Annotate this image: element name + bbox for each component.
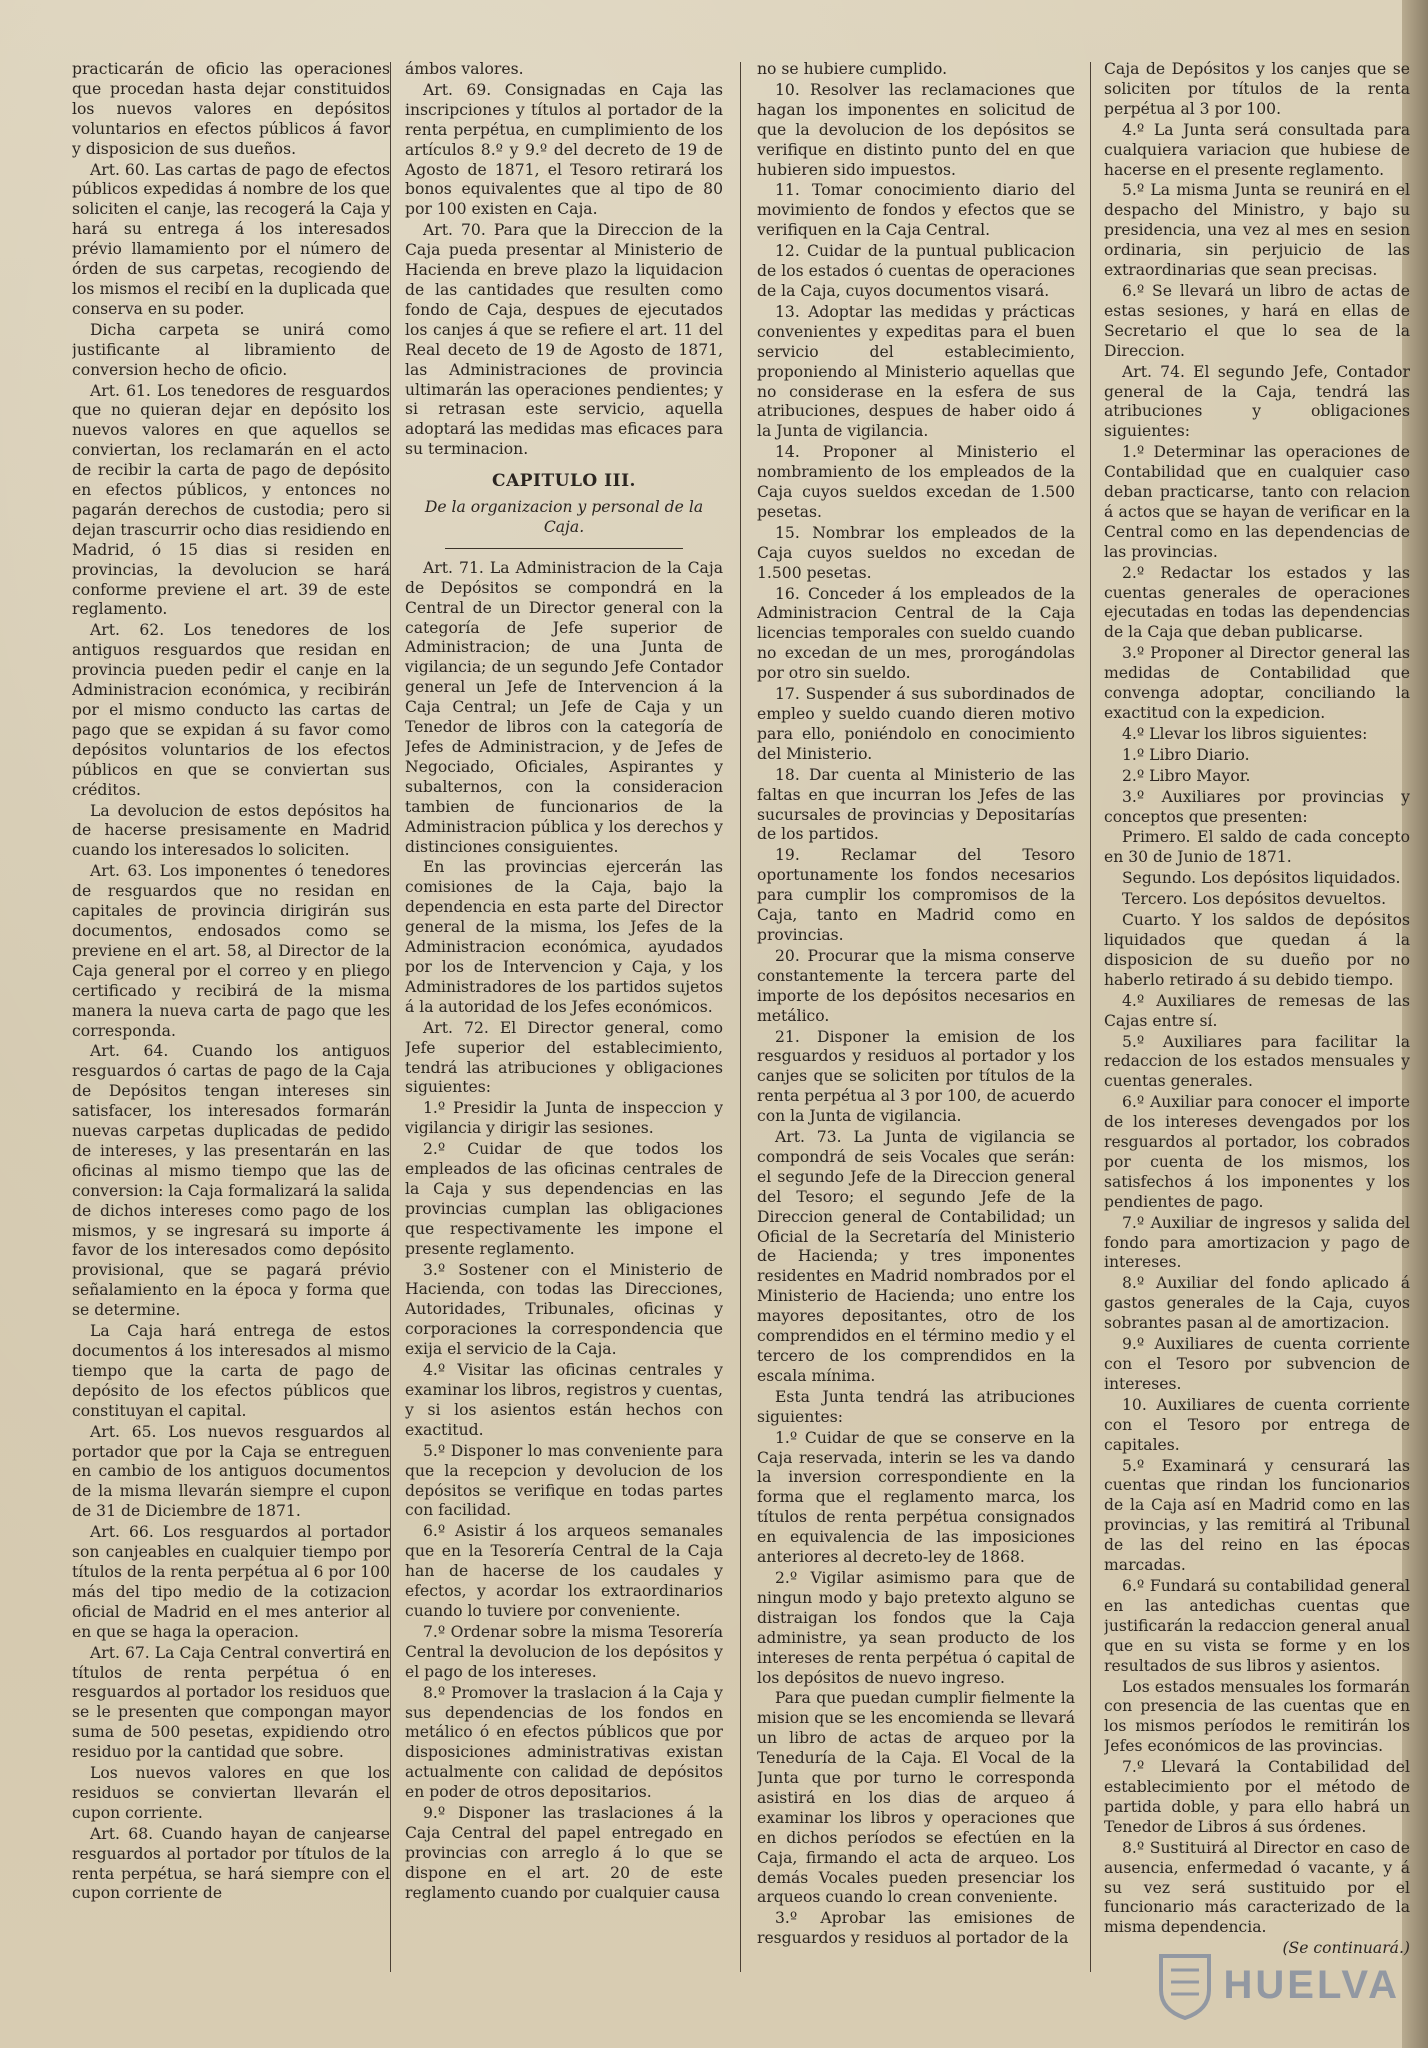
- chapter-subtitle: De la organizacion y personal de la Caja.: [424, 498, 704, 536]
- article-paragraph: 9.º Auxiliares de cuenta corriente con el Tesoro por subvencion de intereses.: [1104, 1335, 1410, 1393]
- article-paragraph: 2.º Libro Mayor.: [1122, 766, 1251, 785]
- article-paragraph: Art. 70. Para que la Direccion de la Caja pueda presentar al Ministerio de Hacienda en breve plazo la liquidacion de las cantidades que resulten como fondo de Caja, despues de ejecutados los canjes á que se refiere el art. 11 del Real deceto de 19 de Agosto de 1871, las Administraciones de provincia ultimarán las operaciones pendientes; y si retrasan este servicio, aquella adoptará las medidas mas eficaces para su terminacion.: [405, 221, 723, 459]
- article-paragraph: 21. Disponer la emision de los resguardos y residuos al portador y los canjes que se soliciten por títulos de la renta perpétua al 3 por 100, de acuerdo con la Junta de vigilancia.: [757, 1027, 1075, 1126]
- article-paragraph: no se hubiere cumplido.: [757, 60, 948, 78]
- column-divider: [740, 62, 741, 1972]
- article-paragraph: Caja de Depósitos y los canjes que se soliciten por títulos de la renta perpétua al 3 por 100.: [1104, 60, 1410, 118]
- article-paragraph: Segundo. Los depósitos liquidados.: [1122, 869, 1401, 888]
- article-paragraph: 4.º Llevar los libros siguientes:: [1122, 724, 1368, 743]
- article-paragraph: Art. 71. La Administracion de la Caja de Depósitos se compondrá en la Central de un Director general con la categoría de Jefe superior de Administracion; de una Junta de vigilancia; de un segundo Jefe Contador general un Jefe de Intervencion á la Caja Central; un Jefe de Caja y un Tenedor de libros con la categoría de Jefes de Administracion, y de Jefes de Negociado, Oficiales, Aspirantes y subalternos, con la consideracion tambien de funcionarios de la Administracion pública y los derechos y distinciones consiguientes.: [405, 558, 723, 856]
- article-paragraph: 1.º Determinar las operaciones de Contabilidad que en cualquier caso deban practicarse, tanto con relacion á actos que se hayan de verificar en la Central como en las dependencias de las provincias.: [1104, 443, 1410, 561]
- article-paragraph: Art. 62. Los tenedores de los antiguos resguardos que residan en provincia pueden pedir el canje en la Administracion económica, y recibirán por el mismo conducto las cartas de pago que se expidan á su favor como depósitos voluntarios de los efectos públicos en que se conviertan sus créditos.: [72, 621, 390, 799]
- article-paragraph: Art. 63. Los imponentes ó tenedores de resguardos que no residan en capitales de provincia dirigirán sus documentos, endosados como se previene en el art. 58, al Director de la Caja general por el correo y en pliego certificado y recibirá de la misma manera la nueva carta de pago que les corresponda.: [72, 862, 390, 1040]
- article-paragraph: Art. 60. Las cartas de pago de efectos públicos expedidas á nombre de los que soliciten el canje, las recogerá la Caja y hará su entrega á los interesados prévio llamamiento por el número de órden de sus carpetas, recogiendo de los mismos el recibí en la duplicada que conserva en su poder.: [72, 160, 390, 318]
- article-paragraph: Cuarto. Y los saldos de depósitos liquidados que quedan á la disposicion de su dueño por no haberlo retirado á su debido tiempo.: [1104, 911, 1410, 989]
- article-paragraph: Art. 65. Los nuevos resguardos al portador que por la Caja se entreguen en cambio de los antiguos documentos de la misma llevarán siempre el cupon de 31 de Diciembre de 1871.: [72, 1422, 390, 1521]
- article-paragraph: 10. Resolver las reclamaciones que hagan los imponentes en solicitud de que la devolucion de los depósitos se verifique en distinto punto del en que hubieren sido impuestos.: [757, 80, 1075, 179]
- article-paragraph: Art. 73. La Junta de vigilancia se compondrá de seis Vocales que serán: el segundo Jefe de la Direccion general del Tesoro; el segundo Jefe de la Direccion general de Contabilidad; un Oficial de la Secretaría del Ministerio de Hacienda; y tres imponentes residentes en Madrid nombrados por el Ministerio de Hacienda; uno entre los mayores depositantes, otro de los comprendidos en el término medio y el tercero de los comprendidos en la escala mínima.: [757, 1128, 1075, 1385]
- article-paragraph: Art. 64. Cuando los antiguos resguardos ó cartas de pago de la Caja de Depósitos tengan intereses sin satisfacer, los interesados formarán nuevas carpetas duplicadas de pedido de intereses, y las presentarán en las oficinas al mismo tiempo que las de conversion: la Caja formalizará la salida de dichos intereses como pago de los mismos, y se ingresará su importe á favor de los interesados como depósito provisional, que se pagará prévio señalamiento en la época y forma que se determine.: [72, 1042, 390, 1320]
- column-divider: [390, 62, 391, 1972]
- article-paragraph: La Caja hará entrega de estos documentos á los interesados al mismo tiempo que la carta de pago de depósito de los efectos públicos que constituyan el capital.: [72, 1322, 390, 1420]
- column-4: [1104, 60, 1410, 1985]
- stamp-text: HUELVA: [1223, 1962, 1400, 2007]
- article-paragraph: 6.º Se llevará un libro de actas de estas sesiones, y hará en ellas de Secretario el que lo sea de la Direccion.: [1104, 281, 1410, 360]
- article-paragraph: 2.º Cuidar de que todos los empleados de las oficinas centrales de la Caja y sus dependencias en las provincias cumplan las obligaciones que respectivamente les impone el presente reglamento.: [405, 1140, 723, 1258]
- continued-note: (Se continuará.): [1282, 1939, 1410, 1958]
- article-paragraph: 14. Proponer al Ministerio el nombramiento de los empleados de la Caja cuyos sueldos excedan de 1.500 pesetas.: [757, 443, 1075, 521]
- article-paragraph: Art. 69. Consignadas en Caja las inscripciones y títulos al portador de la renta perpétua, en cumplimiento de los artículos 8.º y 9.º del decreto de 19 de Agosto de 1871, el Tesoro retirará los bonos equivalentes que al tipo de 80 por 100 existen en Caja.: [405, 80, 723, 219]
- chapter-heading: CAPITULO III.: [492, 471, 636, 492]
- article-paragraph: En las provincias ejercerán las comisiones de la Caja, bajo la dependencia en esta parte del Director general de la misma, los Jefes de la Administracion económica, ayudados por los de Intervencion y Caja, y los Administradores de los partidos sujetos á la autoridad de los Jefes económicos.: [405, 858, 723, 1016]
- article-paragraph: 4.º La Junta será consultada para cualquiera variacion que hubiese de hacerse en el presente reglamento.: [1104, 120, 1410, 179]
- column-1: [72, 60, 390, 1985]
- article-paragraph: 7.º Llevará la Contabilidad del establecimiento por el método de partida doble, y para ello habrá un Tenedor de Libros á sus órdenes.: [1104, 1758, 1410, 1836]
- article-paragraph: 6.º Asistir á los arqueos semanales que en la Tesorería Central de la Caja han de hacerse de los caudales y efectos, y acordar los extraordinarios cuando lo tuviere por conveniente.: [405, 1522, 723, 1620]
- article-paragraph: 3.º Auxiliares por provincias y conceptos que presenten:: [1104, 787, 1410, 826]
- article-paragraph: ámbos valores.: [405, 60, 524, 78]
- article-paragraph: 3.º Sostener con el Ministerio de Hacienda, con todas las Direcciones, Autoridades, Tribunales, oficinas y corporaciones la correspondencia que exija el servicio de la Caja.: [405, 1260, 723, 1359]
- article-paragraph: 7.º Ordenar sobre la misma Tesorería Central la devolucion de los depósitos y el pago de los intereses.: [405, 1622, 723, 1681]
- article-paragraph: 1.º Libro Diario.: [1122, 745, 1250, 764]
- article-paragraph: 2.º Vigilar asimismo para que de ningun modo y bajo pretexto alguno se distraigan los fondos que la Caja administre, ya sean producto de los intereses de renta perpétua ó capital de los depósitos de nuevo ingreso.: [757, 1568, 1075, 1687]
- article-paragraph: La devolucion de estos depósitos ha de hacerse presisamente en Madrid cuando los interesados lo soliciten.: [72, 801, 390, 860]
- article-paragraph: 9.º Disponer las traslaciones á la Caja Central del papel entregado en provincias con arreglo á lo que se dispone en el art. 20 de este reglamento cuando por cualquier causa: [405, 1804, 723, 1902]
- article-paragraph: 13. Adoptar las medidas y prácticas convenientes y expeditas para el buen servicio del establecimiento, proponiendo al Ministerio aquellas que no considerase en la esfera de sus atribuciones, despues de haber oido á la Junta de vigilancia.: [757, 302, 1075, 441]
- article-paragraph: 3.º Aprobar las emisiones de resguardos y residuos al portador de la: [757, 1909, 1075, 1948]
- article-paragraph: Primero. El saldo de cada concepto en 30 de Junio de 1871.: [1104, 828, 1410, 867]
- article-paragraph: 12. Cuidar de la puntual publicacion de los estados ó cuentas de operaciones de la Caja, cuyos documentos visará.: [757, 242, 1075, 300]
- article-paragraph: 8.º Sustituirá al Director en caso de ausencia, enfermedad ó vacante, y á su vez será sustituido por el funcionario más caracterizado de la misma dependencia.: [1104, 1838, 1410, 1937]
- article-paragraph: 7.º Auxiliar de ingresos y salida del fondo para amortizacion y pago de intereses.: [1104, 1213, 1410, 1272]
- article-paragraph: Art. 74. El segundo Jefe, Contador general de la Caja, tendrá las atribuciones y obligaciones siguientes:: [1104, 362, 1410, 441]
- article-paragraph: 19. Reclamar del Tesoro oportunamente los fondos necesarios para cumplir los compromisos de la Caja, tanto en Madrid como en provincias.: [757, 846, 1075, 944]
- article-paragraph: 6.º Auxiliar para conocer el importe de los intereses devengados por los resguardos al portador, los cobrados por cuenta de los mismos, los satisfechos á los imponentes y los pendientes de pago.: [1104, 1093, 1410, 1211]
- article-paragraph: 1.º Cuidar de que se conserve en la Caja reservada, interin se les va dando la inversion correspondiente en la forma que el reglamento marca, los títulos de renta perpétua consignados en equivalencia de las imposiciones anteriores al decreto-ley de 1868.: [757, 1428, 1075, 1567]
- article-paragraph: practicarán de oficio las operaciones que procedan hasta dejar constituidos los nuevos valores en depósitos voluntarios en efectos públicos á favor y disposicion de sus dueños.: [72, 60, 390, 158]
- article-paragraph: 2.º Redactar los estados y las cuentas generales de operaciones ejecutadas en todas las dependencias de la Caja que deban publicarse.: [1104, 563, 1410, 642]
- article-paragraph: 16. Conceder á los empleados de la Administracion Central de la Caja licencias temporales con sueldo cuando no excedan de un mes, prorogándolas por otro sin sueldo.: [757, 584, 1075, 683]
- article-paragraph: 8.º Auxiliar del fondo aplicado á gastos generales de la Caja, cuyos sobrantes pasan al de amortizacion.: [1104, 1274, 1410, 1333]
- article-paragraph: Dicha carpeta se unirá como justificante al libramiento de conversion hecho de oficio.: [72, 320, 390, 379]
- article-paragraph: 4.º Auxiliares de remesas de las Cajas entre sí.: [1104, 991, 1410, 1030]
- article-paragraph: Art. 67. La Caja Central convertirá en títulos de renta perpétua ó en resguardos al portador los residuos que se le presenten que compongan mayor suma de 500 pesetas, expidiendo otro residuo por la cantidad que sobre.: [72, 1643, 390, 1762]
- article-paragraph: 1.º Presidir la Junta de inspeccion y vigilancia y dirigir las sesiones.: [405, 1099, 723, 1138]
- article-paragraph: Art. 68. Cuando hayan de canjearse resguardos al portador por títulos de la renta perpétua, se hará siempre con el cupon corriente de: [72, 1824, 390, 1903]
- article-paragraph: 18. Dar cuenta al Ministerio de las faltas en que incurran los Jefes de las sucursales de provincias y Depositarías de los partidos.: [757, 765, 1075, 844]
- article-paragraph: 8.º Promover la traslacion á la Caja y sus dependencias de los fondos en metálico ó en efectos públicos que por disposiciones administrativas existan actualmente con calidad de depósitos en poder de otros depositarios.: [405, 1683, 723, 1802]
- shield-icon: [1157, 1950, 1213, 2020]
- article-paragraph: Art. 72. El Director general, como Jefe superior del establecimiento, tendrá las atribuciones y obligaciones siguientes:: [405, 1018, 723, 1097]
- library-stamp: [1040, 1940, 1400, 2030]
- article-paragraph: 17. Suspender á sus subordinados de empleo y sueldo cuando dieren motivo para ello, poniéndolo en conocimiento del Ministerio.: [757, 685, 1075, 763]
- article-paragraph: Art. 66. Los resguardos al portador son canjeables en cualquier tiempo por títulos de la renta perpétua al 6 por 100 más del tipo medio de la cotizacion oficial de Madrid en el mes anterior al en que se haga la operacion.: [72, 1523, 390, 1641]
- article-paragraph: 6.º Fundará su contabilidad general en las antedichas cuentas que justificarán la redaccion general anual que en su vista se forme y en los resultados de sus libros y asientos.: [1104, 1576, 1410, 1675]
- article-paragraph: 5.º La misma Junta se reunirá en el despacho del Ministro, y bajo su presidencia, una vez al mes en sesion ordinaria, sin perjuicio de las extraordinarias que sean precisas.: [1104, 181, 1410, 280]
- article-paragraph: Esta Junta tendrá las atribuciones siguientes:: [757, 1387, 1075, 1426]
- column-2: [405, 60, 723, 1985]
- article-paragraph: 10. Auxiliares de cuenta corriente con el Tesoro por entrega de capitales.: [1104, 1395, 1410, 1454]
- article-paragraph: 20. Procurar que la misma conserve constantemente la tercera parte del importe de los depósitos necesarios en metálico.: [757, 946, 1075, 1025]
- article-paragraph: 4.º Visitar las oficinas centrales y examinar los libros, registros y cuentas, y si los asientos están hechos con exactitud.: [405, 1361, 723, 1439]
- article-paragraph: Los nuevos valores en que los residuos se conviertan llevarán el cupon corriente.: [72, 1764, 390, 1822]
- article-paragraph: Para que puedan cumplir fielmente la mision que se les encomienda se llevará un libro de actas de arqueo por la Teneduría de la Caja. El Vocal de la Junta que por turno le corresponda asistirá en los dias de arqueo á examinar los libros y operaciones que en dichos períodos se efectúen en la Caja, firmando el acta de arqueo. Los demás Vocales pueden presenciar los arqueos cuando lo crean conveniente.: [757, 1689, 1075, 1907]
- article-paragraph: 3.º Proponer al Director general las medidas de Contabilidad que convenga adoptar, conciliando la exactitud con la expedicion.: [1104, 644, 1410, 722]
- column-3: [757, 60, 1075, 1985]
- section-rule: [445, 548, 683, 549]
- article-paragraph: 5.º Disponer lo mas conveniente para que la recepcion y devolucion de los depósitos se verifique en todas partes con facilidad.: [405, 1441, 723, 1520]
- article-paragraph: Art. 61. Los tenedores de resguardos que no quieran dejar en depósito los nuevos valores en que aquellos se conviertan, los reclamarán en el acto de recibir la carta de pago de depósito en efectos públicos, y entonces no pagarán derechos de custodia; pero si dejan trascurrir ocho dias residiendo en Madrid, ó 15 dias si residen en provincias, la devolucion se hará conforme previene el art. 39 de este reglamento.: [72, 381, 390, 619]
- column-divider: [1090, 62, 1091, 1972]
- article-paragraph: 5.º Auxiliares para facilitar la redaccion de los estados mensuales y cuentas generales.: [1104, 1032, 1410, 1091]
- article-paragraph: Los estados mensuales los formarán con presencia de las cuentas que en los mismos períodos le remitirán los Jefes económicos de las provincias.: [1104, 1677, 1410, 1756]
- article-paragraph: 5.º Examinará y censurará las cuentas que rindan los funcionarios de la Caja así en Madrid como en las provincias, y las remitirá al Tribunal de las del reino en las épocas marcadas.: [1104, 1456, 1410, 1575]
- article-paragraph: Tercero. Los depósitos devueltos.: [1122, 890, 1387, 909]
- article-paragraph: 11. Tomar conocimiento diario del movimiento de fondos y efectos que se verifiquen en la Caja Central.: [757, 181, 1075, 240]
- article-paragraph: 15. Nombrar los empleados de la Caja cuyos sueldos no excedan de 1.500 pesetas.: [757, 523, 1075, 582]
